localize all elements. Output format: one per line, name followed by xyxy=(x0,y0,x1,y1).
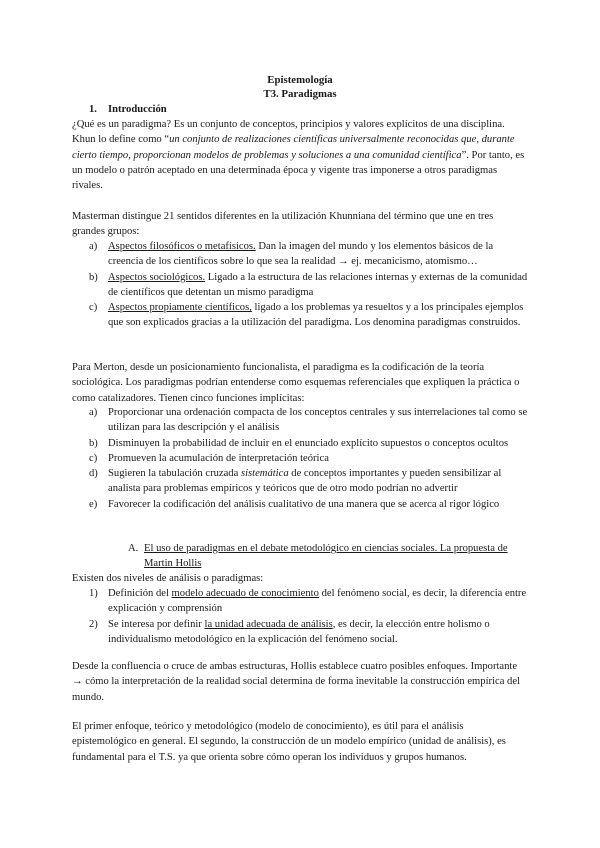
list-item xyxy=(72,586,528,617)
list-item-term: Aspectos filosóficos o metafísicos. xyxy=(108,241,256,252)
paragraph-paradigm-definition xyxy=(72,117,528,193)
list-marker: c) xyxy=(89,452,98,464)
list-item-text: , es decir, la elección entre holismo o individualismo metodológico en la explicación del fenómeno social. xyxy=(108,618,490,645)
list-item-text: Ligado a la estructura de las relaciones internas y externas de la comunidad de científicos que detentan un mismo paradigma xyxy=(108,271,528,298)
list-item-term: la unidad adecuada de análisis xyxy=(204,618,333,630)
list-item xyxy=(72,497,528,512)
section-title: Introducción xyxy=(108,104,167,115)
paragraph-merton: Para Merton, desde un posicionamiento funcionalista, el paradigma es la codificación de la teoría sociológica. Los paradigmas podrían entenderse como esquemas referenciales que expliquen la práctica o como catalizadores. Tienen cinco funciones implícitas: xyxy=(72,362,520,404)
list-item-term: Aspectos sociológicos. xyxy=(108,271,206,283)
list-hollis-levels xyxy=(72,586,528,647)
section-marker: A. xyxy=(128,543,139,554)
list-item xyxy=(72,300,528,331)
paragraph-text: ¿Qué es un paradigma? Es un conjunto de conceptos, principios y valores explícitos de una disciplina. Khun lo define como “ xyxy=(72,119,505,146)
list-marker: 2) xyxy=(89,618,98,630)
list-item-text: Proporcionar una ordenación compacta de los conceptos centrales y sus interrelaciones tal como se utilizan para las descripción y el análisis xyxy=(108,407,528,434)
kuhn-quote: un conjunto de realizaciones científicas universalmente reconocidas que, durante cierto tiempo, proporcionan modelos de problemas y soluciones a una comunidad científica xyxy=(72,134,515,161)
list-item xyxy=(72,451,528,466)
list-item-text: Definición del xyxy=(108,588,172,599)
list-item-text: Disminuyen la probabilidad de incluir en el enunciado explícito supuestos o conceptos ocultos xyxy=(108,437,509,449)
list-item xyxy=(72,239,528,270)
section-heading-hollis xyxy=(72,541,528,572)
list-item xyxy=(72,270,528,301)
list-item xyxy=(72,405,528,436)
list-marker: a) xyxy=(89,241,98,252)
list-item-text: Dan la imagen del mundo y los elementos básicos de la creencia de los científicos sobre lo que sea la realidad → ej. mecanicismo, atomismo… xyxy=(108,241,494,268)
list-item-text: del fenómeno social, es decir, la diferencia entre explicación y comprensión xyxy=(108,588,527,615)
section-title: El uso de paradigmas en el debate metodológico en ciencias sociales. La propuesta de Martin Hollis xyxy=(144,543,508,570)
list-item-emphasis: sistemática xyxy=(240,468,289,480)
list-item-text: ligado a los problemas ya resueltos y a los principales ejemplos que son explicados gracias a la utilización del paradigma. Los denomina paradigmas construidos. xyxy=(108,302,524,329)
document-title: Epistemología xyxy=(267,74,333,86)
list-item-text: Sugieren la tabulación cruzada xyxy=(108,468,241,480)
list-marker: b) xyxy=(89,271,98,283)
document-subtitle: T3. Paradigmas xyxy=(263,88,337,100)
list-marker: d) xyxy=(89,468,98,480)
list-marker: e) xyxy=(89,498,98,510)
list-marker: c) xyxy=(89,302,98,314)
list-item-text: Favorecer la codificación del análisis cualitativo de una manera que se acerca al rigor lógico xyxy=(108,498,500,510)
list-marker: 1) xyxy=(89,588,98,599)
list-masterman-groups xyxy=(72,239,528,331)
paragraph-hollis-approaches: Desde la confluencia o cruce de ambas estructuras, Hollis establece cuatro posibles enfoques. Importante → cómo la interpretación de la realidad social determina de forma inevitable la construcción empírica del mundo. xyxy=(72,661,520,703)
list-item xyxy=(72,466,528,497)
section-number: 1. xyxy=(89,104,97,115)
list-item-text: Se interesa por definir xyxy=(108,618,205,630)
list-marker: b) xyxy=(89,437,98,449)
list-item-text: Promueven la acumulación de interpretación teórica xyxy=(108,452,329,464)
paragraph-approaches-summary: El primer enfoque, teórico y metodológico (modelo de conocimiento), es útil para el análisis epistemológico en general. El segundo, la construcción de un modelo empírico (unidad de análisis), es fundamental para el T.S. ya que orienta sobre cómo operan los individuos y grupos humanos. xyxy=(72,721,506,763)
list-item xyxy=(72,617,528,648)
paragraph-levels-intro: Existen dos niveles de análisis o paradigmas: xyxy=(72,573,264,584)
list-item xyxy=(72,436,528,451)
list-item-term: Aspectos propiamente científicos, xyxy=(108,302,252,314)
list-item-term: modelo adecuado de conocimiento xyxy=(171,588,319,599)
list-merton-functions xyxy=(72,405,528,512)
paragraph-masterman: Masterman distingue 21 sentidos diferentes en la utilización Khunniana del término que une en tres grandes grupos: xyxy=(72,211,494,238)
paragraph-text: ”. Por tanto, es un modelo o patrón aceptado en una determinada época y vigente tras imponerse a otros paradigmas rivales. xyxy=(72,149,525,192)
list-marker: a) xyxy=(89,407,98,418)
list-item-text: de conceptos importantes y pueden sensibilizar al analista para problemas empíricos y teóricos que de otro modo podrían no advertir xyxy=(108,468,502,495)
